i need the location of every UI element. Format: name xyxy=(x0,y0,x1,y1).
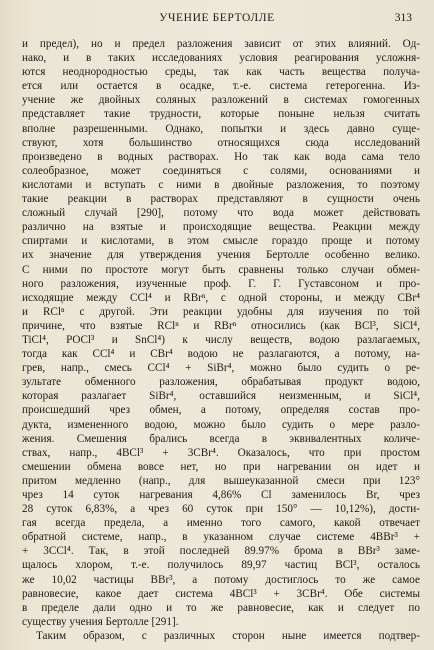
text-line: зультате обменного разложения, обрабатывая продукт водою, xyxy=(22,376,420,389)
text-line: исходящие между CCl⁴ и RBrⁿ, с одной стороны, и между CBr⁴ xyxy=(22,291,420,304)
text-line: смешении обмена вовсе нет, но при нагревании он идет и xyxy=(22,460,420,473)
text-line: представляет такие трудности, которые поныне нельзя считать xyxy=(22,108,420,121)
text-line: ются неоднородностью среды, так как часть вещества получа- xyxy=(22,66,420,79)
text-line: гая всегда предела, а именно того самого, какой отвечает xyxy=(22,517,420,530)
text-line: сложный случай [290], потому что вода может действовать xyxy=(22,207,420,220)
running-title: УЧЕНИЕ БЕРТОЛЛЕ xyxy=(159,12,275,24)
text-line: в пределе дали одно и то же равновесие, как и следует по xyxy=(22,601,420,614)
text-line: ного разложения, изученные проф. Г. Г. Густавсоном и про- xyxy=(22,277,420,290)
text-line: жения. Смешения брались всегда в эквивалентных количе- xyxy=(22,432,420,445)
body-text xyxy=(22,37,420,643)
text-line: такие реакции в растворах представляют в сущности очень xyxy=(22,193,420,206)
text-line: дукта, измененного водою, можно было судить о мере разло- xyxy=(22,418,420,431)
text-line: причине, что взятые RClⁿ и RBrⁿ относились (как BCl³, SiCl⁴, xyxy=(22,319,420,332)
page-header xyxy=(0,12,434,28)
text-line: же 10,02 частицы BBr³, а потому достиглось то же самое xyxy=(22,573,420,586)
text-line: различно на взятые и происходящие вещества. Реакции между xyxy=(22,221,420,234)
text-line: обратной системе, напр., в указанном случае системе 4BBr³ + xyxy=(22,531,420,544)
text-line: Таким образом, с различных сторон ныне имеется подтвер- xyxy=(36,629,420,642)
text-line: С ними по простоте могут быть сравнены только случаи обмен- xyxy=(22,263,420,276)
text-line: ствуют, хотя большинство относящихся сюда исследований xyxy=(22,136,420,149)
text-line: тогда как CCl⁴ и CBr⁴ водою не разлагаются, а потому, на- xyxy=(22,348,420,361)
page-number: 313 xyxy=(394,12,412,24)
text-line: равновесие, какое дает система 4BCl³ + 3CBr⁴. Обе системы xyxy=(22,587,420,600)
text-line: грев, напр., смесь CCl⁴ + SiBr⁴, можно было судить о ре- xyxy=(22,362,420,375)
text-line: их значение для утверждения учения Бертолле особенно велико. xyxy=(22,249,420,262)
text-line: вполне разрешенными. Однако, попытки и здесь давно суще- xyxy=(22,122,420,135)
text-line: и предел), но и предел разложения зависит от этих влияний. Од- xyxy=(22,38,420,50)
text-line: спиртами и кислотами, в этом смысле гораздо проще и потому xyxy=(22,235,420,248)
text-line: ствах, напр., 4BCl³ + 3CBr⁴. Оказалось, что при простом xyxy=(22,446,420,459)
text-line: TiCl⁴, POCl³ и SnCl⁴) к числу веществ, водою разлагаемых, xyxy=(22,333,420,346)
text-line: произведено в водных растворах. Но так как вода сама тело xyxy=(22,150,420,163)
text-line: притом медленно (напр., для вышеуказанной смеси при 123° xyxy=(22,474,420,487)
text-line: кислотами и вступать с ними в двойные разложения, то поэтому xyxy=(22,178,420,191)
text-line: которая разлагает SiBr⁴, оставшийся неизменным, и SiCl⁴, xyxy=(22,390,420,403)
text-line: чрез 14 суток нагревания 4,86% Cl заменилось Br, чрез xyxy=(22,489,420,501)
text-line: 28 суток 6,83%, а чрез 60 суток при 150° — 10,12%), дости- xyxy=(22,503,420,516)
text-line: учение же двойных соляных разложений в системах гомогенных xyxy=(22,94,420,107)
text-line: и RClⁿ с другой. Эти реакции удобны для изучения по той xyxy=(22,305,420,318)
text-line: нако, и в таких исследованиях условия реагирования усложня- xyxy=(22,52,420,65)
text-line: солеобразное, может соединяться с солями, основаниями и xyxy=(22,164,420,177)
text-line: щалось хлором, т.-е. получилось 89,97 частиц BCl³, осталось xyxy=(22,559,420,572)
text-line: + 3CCl⁴. Так, в этой последней 89.97% брома в BBr³ заме- xyxy=(22,545,420,558)
text-line: ется или остается в осадке, т.-е. система гетерогенна. Из- xyxy=(22,80,420,93)
text-line: существу учения Бертолле [291]. xyxy=(22,615,179,628)
text-line: происшедший чрез обмен, а потому, определяя состав про- xyxy=(22,404,420,417)
